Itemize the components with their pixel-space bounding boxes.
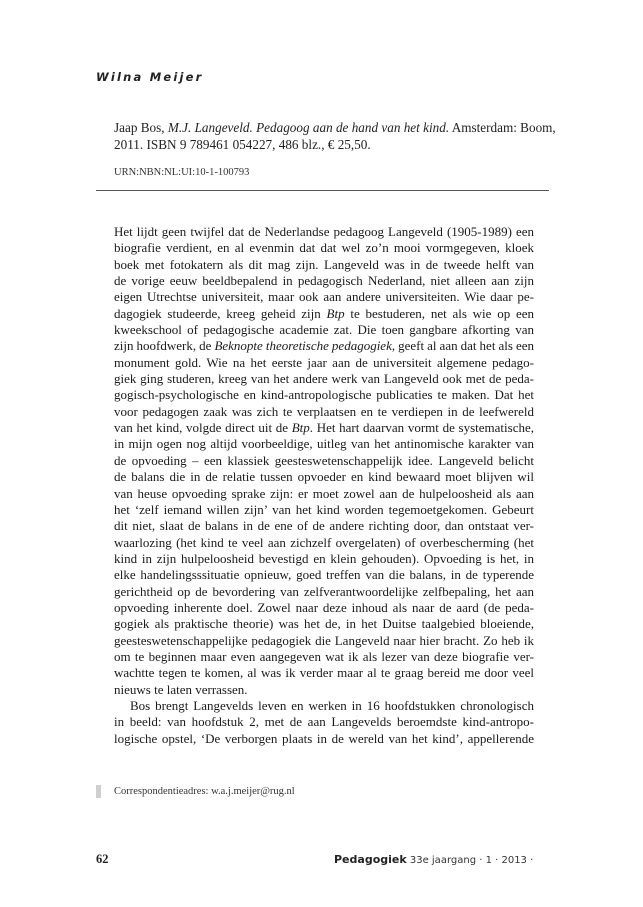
- body-line: [114, 240, 534, 256]
- body-line-content: geesteswetenschappelijke pedagogiek die Langeveld naar hier bracht. Zo heb ik: [114, 632, 534, 648]
- body-line-content: biografie verdient, en al evenmin dat dat wel zo’n mooi vormgegeven, kloek: [114, 240, 534, 256]
- body-line-content: de balans die in de relatie tussen opvoeder en kind bewaard moet blijven wil: [114, 469, 534, 485]
- body-line: [114, 600, 534, 616]
- journal-name: Pedagogiek: [334, 853, 407, 866]
- body-line: [114, 420, 534, 436]
- body-line-text: van het kind, volgde direct uit de: [114, 420, 292, 436]
- body-line: [114, 306, 534, 322]
- body-line-content: waarlozing (het kind te veel aan zichzelf overgelaten) of overbescherming (het: [114, 534, 534, 550]
- body-line-content: in mijn ogen nog altijd voorbeeldige, uitleg van het antinomische karakter van: [114, 436, 534, 452]
- body-line: [114, 322, 534, 338]
- body-line: [114, 355, 534, 371]
- body-line-content: Bos brengt Langevelds leven en werken in 16 hoofdstukken chronologisch: [130, 697, 534, 713]
- body-line: [114, 633, 534, 649]
- body-line-content: [114, 338, 534, 353]
- body-line: [114, 551, 534, 567]
- body-line: [114, 224, 534, 240]
- body-line-content: in beeld: van hoofdstuk 2, met de aan Langevelds beroemdste kind-antropo-: [114, 714, 534, 730]
- body-line: [114, 257, 534, 273]
- body-line-content: opvoeding inherente doel. Zowel naar deze inhoud als naar de aard (de peda-: [114, 599, 534, 615]
- correspondence-address: Correspondentieadres: w.a.j.meijer@rug.nl: [114, 786, 295, 797]
- body-line: [114, 682, 534, 698]
- body-line-italic-title: Btp: [291, 420, 310, 436]
- body-line: [114, 289, 534, 305]
- body-line-content: wachtte tegen te komen, al was ik verder maar al te graag bereid me door veel: [114, 665, 534, 681]
- body-line-content: [114, 420, 534, 435]
- body-line-text: zijn hoofdwerk, de: [114, 338, 215, 354]
- body-line-text: dagogiek studeerde, kreeg geheid zijn: [114, 305, 327, 321]
- body-line-content: nieuws te laten verrassen.: [114, 681, 248, 697]
- body-line: [114, 698, 534, 714]
- body-line: [114, 665, 534, 681]
- body-line: [114, 616, 534, 632]
- footnote: [96, 785, 295, 798]
- review-body: [114, 224, 534, 747]
- book-citation: [114, 119, 554, 153]
- body-line-content: de vorige eeuw beeldbepalend in pedagogisch Nederland, niet alleen aan zijn: [114, 273, 534, 289]
- page-number: 62: [96, 852, 109, 866]
- citation-details: 2011. ISBN 9 789461 054227, 486 blz., € 25,50.: [114, 137, 371, 152]
- body-line: [114, 714, 534, 730]
- body-line-content: elke handelingsssituatie opnieuw, goed treffen van die balans, in de typerende: [114, 567, 534, 583]
- body-line-content: het ‘zelf iemand willen zijn’ van het kind worden tegemoetgekomen. Gebeurt: [114, 501, 534, 517]
- body-line-content: kweekschool of pedagogische academie zat. Die toen gangbare afkorting van: [114, 322, 534, 338]
- body-line: [114, 338, 534, 354]
- body-line: [114, 469, 534, 485]
- urn-identifier: URN:NBN:NL:UI:10-1-100793: [114, 167, 250, 178]
- footnote-marker: [96, 785, 101, 798]
- body-line-content: dit niet, slaat de balans in de ene of de andere richting door, dan ontstaat ver-: [114, 518, 534, 534]
- journal-issue-info: 33e jaargang · 1 · 2013 ·: [406, 855, 534, 866]
- body-line-content: de opvoeding – een klassiek geesteswetenschappelijk idee. Langeveld belicht: [114, 452, 534, 468]
- citation-line-2: [114, 136, 554, 153]
- body-line: [114, 486, 534, 502]
- body-line: [114, 273, 534, 289]
- body-line: [114, 649, 534, 665]
- body-line-text: te bestuderen, net als wie op een: [344, 305, 534, 321]
- body-line-content: logische opstel, ‘De verborgen plaats in de wereld van het kind’, appellerende: [114, 730, 534, 746]
- body-line-content: gogiek als praktische theorie) was het de, in het Duitse taalgebied bloeiende,: [114, 616, 534, 632]
- body-line: [114, 387, 534, 403]
- body-line-content: [114, 306, 534, 321]
- body-line-italic-title: Beknopte theoretische pedagogiek: [214, 338, 392, 354]
- body-line-italic-title: Btp: [326, 305, 345, 321]
- section-divider: [96, 190, 549, 191]
- body-line: [114, 453, 534, 469]
- body-line: [114, 371, 534, 387]
- citation-book-title: M.J. Langeveld. Pedagoog aan de hand van het kind.: [167, 120, 450, 135]
- body-line-content: voor pedagogen zaak was zich te verplaatsen en te verdiepen in de leefwereld: [114, 403, 534, 419]
- citation-line-1: [114, 119, 554, 136]
- body-line-content: kind in zijn hulpeloosheid bevestigd en klein gehouden). Opvoeding is het, in: [114, 550, 534, 566]
- body-line: [114, 436, 534, 452]
- body-line-content: om te beginnen maar even aangegeven wat ik als lezer van deze biografie ver-: [114, 648, 534, 664]
- body-line-text: , geeft al aan dat het als een: [391, 338, 534, 354]
- body-line-content: boek met fotokatern als dit mag zijn. Langeveld was in de tweede helft van: [114, 256, 534, 272]
- body-line: [114, 502, 534, 518]
- body-line-content: van heuse opvoeding sprake zijn: er moet zowel aan de hulpeloosheid als aan: [114, 485, 534, 501]
- body-line: [114, 584, 534, 600]
- author-name: Wilna Meijer: [96, 70, 204, 84]
- body-line-content: eigen Utrechtse universiteit, maar ook aan andere universiteiten. Wie daar pe-: [114, 289, 534, 305]
- body-line: [114, 404, 534, 420]
- body-line-content: monument gold. Wie na het eerste jaar aan de universiteit algemene pedago-: [114, 354, 534, 370]
- body-line-content: gerichtheid op de bevordering van zelfverantwoordelijke zelfbepaling, het aan: [114, 583, 534, 599]
- body-line: [114, 518, 534, 534]
- journal-footer: [334, 853, 533, 868]
- body-line-content: Het lijdt geen twijfel dat de Nederlandse pedagoog Langeveld (1905-1989) een: [114, 224, 534, 239]
- body-line: [114, 731, 534, 747]
- body-line-content: gogisch-psychologische en kind-antropologische publicaties te maken. Dat het: [114, 387, 534, 403]
- body-line-text: . Het hart daarvan vormt de systematische,: [309, 420, 534, 436]
- citation-author: Jaap Bos,: [114, 120, 168, 135]
- body-line: [114, 567, 534, 583]
- citation-publisher: Amsterdam: Boom,: [449, 120, 556, 135]
- body-line: [114, 535, 534, 551]
- body-line-content: giek ging studeren, kreeg van het andere werk van Langeveld ook met de peda-: [114, 371, 534, 387]
